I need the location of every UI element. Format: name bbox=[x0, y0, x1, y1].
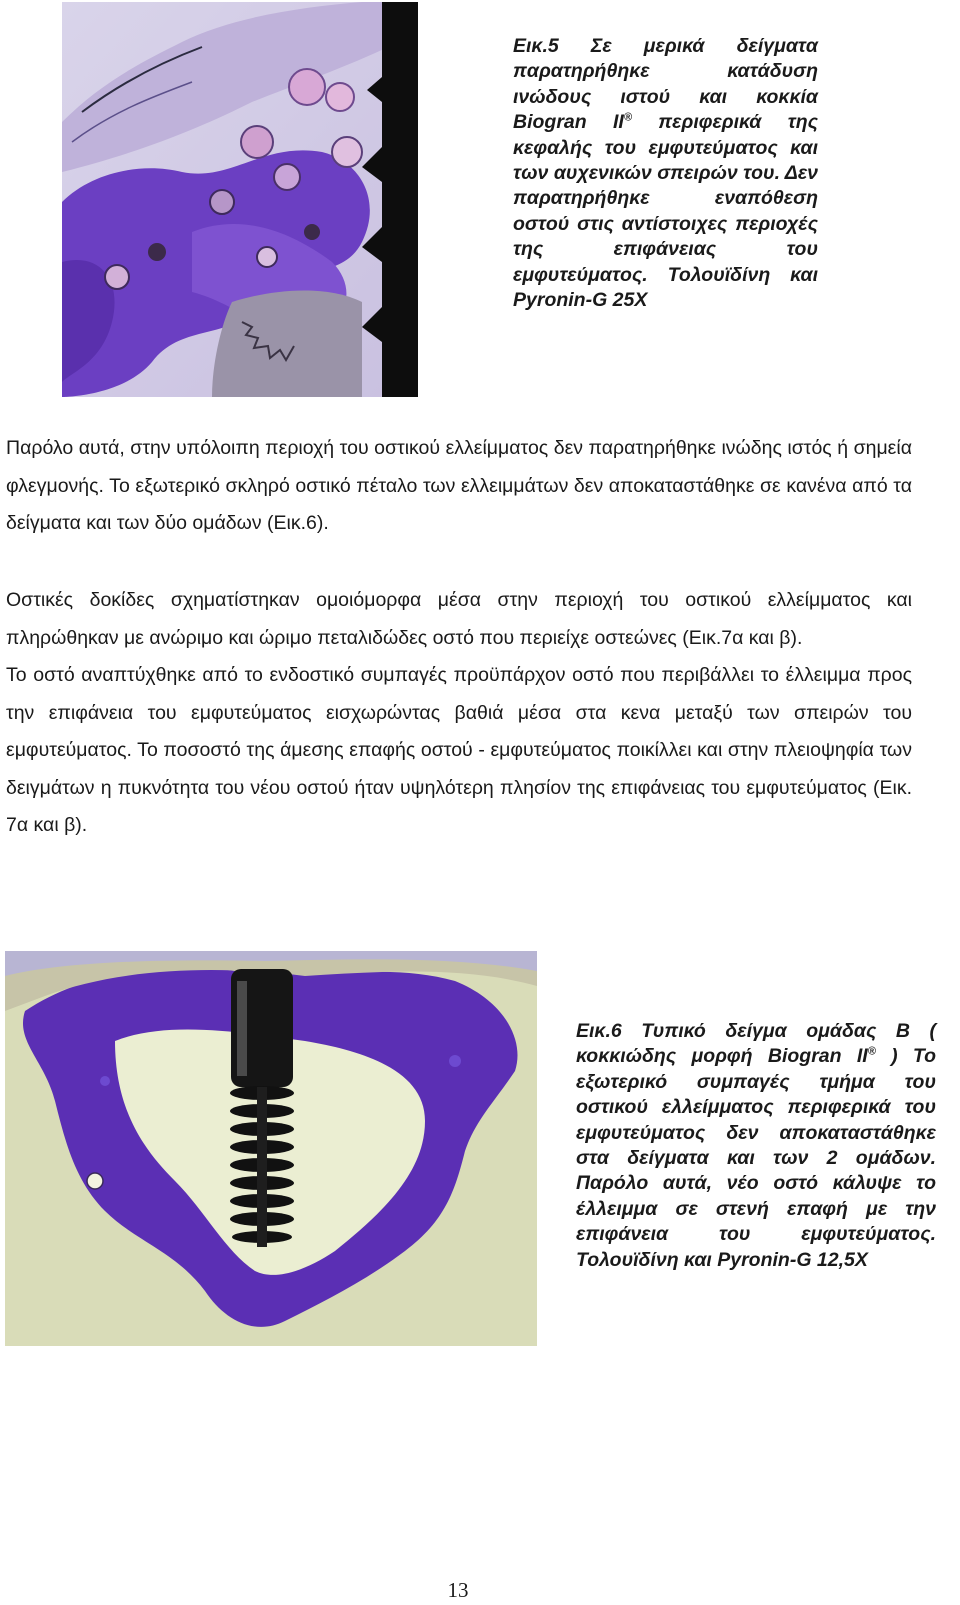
figure-5-micrograph bbox=[62, 2, 418, 397]
page-number: 13 bbox=[447, 1578, 469, 1602]
figure-6-micrograph bbox=[5, 951, 537, 1346]
figure-6-caption: Εικ.6 Τυπικό δείγμα ομάδας Β ( κοκκιώδης μορφή Biogran II® ) Το εξωτερικό συμπαγές τμήμα του οστικού ελλείμματος περιφερικά του εμφυτεύματος δεν αποκαταστάθηκε στα δείγματα και των 2 ομάδων. Παρόλο αυτά, νέο οστό κάλυψε το έλλειμμα σε στενή επαφή με την επιφάνεια του εμφυτεύματος. Τολουϊδίνη και Pyronin-G 12,5X bbox=[576, 1020, 936, 1271]
paragraph-2: Οστικές δοκίδες σχηματίστηκαν ομοιόμορφα μέσα στην περιοχή του οστικού ελλείμματος και πληρώθηκαν με ανώριμο και ώριμο πεταλιδώδες οστό που περιείχε οστεώνες (Εικ.7α και β). bbox=[6, 589, 912, 649]
paragraph-1: Παρόλο αυτά, στην υπόλοιπη περιοχή του οστικού ελλείμματος δεν παρατηρήθηκε ινώδης ιστός ή σημεία φλεγμονής. Το εξωτερικό σκληρό οστικό πέταλο των ελλειμμάτων δεν αποκαταστάθηκε σε κανένα από τα δείγματα και των δύο ομάδων (Εικ.6). bbox=[6, 437, 912, 534]
body-paragraphs bbox=[6, 582, 912, 845]
paragraph-3: Το οστό αναπτύχθηκε από το ενδοστικό συμπαγές προϋπάρχον οστό που περιβάλλει το έλλειμμα προς την επιφάνεια του εμφυτεύματος εισχωρώντας βαθιά μέσα στα κενα μεταξύ των σπειρών του εμφυτεύματος. Το ποσοστό της άμεσης επαφής οστού - εμφυτεύματος ποικίλλει και στην πλειοψηφία των δειγμάτων η πυκνότητα του νέου οστού ήταν υψηλότερη πλησίον της επιφάνειας του εμφυτεύματος (Εικ. 7α και β). bbox=[6, 664, 912, 836]
figure-5-caption: Εικ.5 Σε μερικά δείγματα παρατηρήθηκε κατάδυση ινώδους ιστού και κοκκία Biogran II® περιφερικά της κεφαλής του εμφυτεύματος και των αυχενικών σπειρών του. Δεν παρατηρήθηκε εναπόθεση οστού στις αντίστοιχες περιοχές της επιφάνειας του εμφυτεύματος. Τολουϊδίνη και Pyronin-G 25X bbox=[513, 35, 818, 312]
